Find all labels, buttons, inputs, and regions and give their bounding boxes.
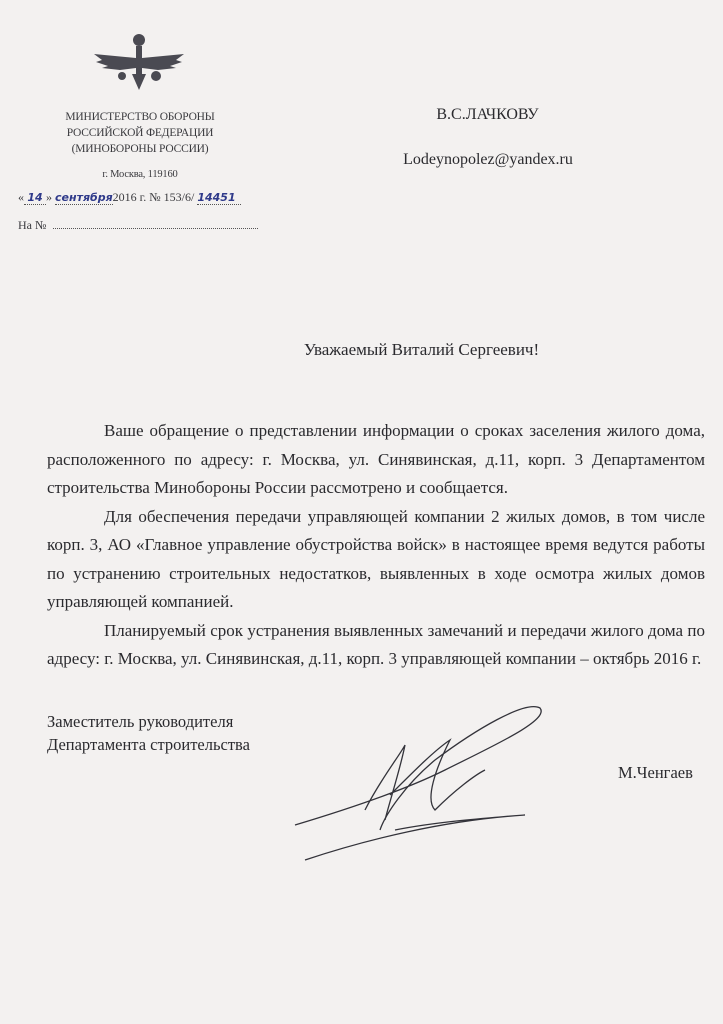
date-line: « 14 » сентября2016 г. № 153/6/ 14451 [18,190,241,205]
ministry-name [20,109,260,157]
date-day: 14 [24,191,46,205]
ref-label: На № [18,218,47,232]
reg-number: 14451 [197,191,241,205]
ministry-line: МИНИСТЕРСТВО ОБОРОНЫ [65,111,215,123]
signature-icon [285,700,565,865]
letter-body [47,417,705,674]
ministry-line: РОССИЙСКОЙ ФЕДЕРАЦИИ [66,127,214,139]
date-month: сентября [55,191,113,204]
paragraph: Ваше обращение о представлении информации о сроках заселения жилого дома, расположенного по адресу: г. Москва, ул. Синявинская, д.11, корп. 3 Департаментом строительства Минобороны России рассмотрено и сообщается. [47,421,705,497]
ref-blank [53,228,258,229]
signatory-title-line: Заместитель руководителя [47,712,234,731]
paragraph: Планируемый срок устранения выявленных замечаний и передачи жилого дома по адресу: г. Москва, ул. Синявинская, д.11, корп. 3 управляющей компании – октябрь 2016 г. [47,620,705,668]
paragraph: Для обеспечения передачи управляющей компании 2 жилых домов, в том числе корп. 3, АО «Главное управление обустройства войск» в настоящее время ведутся работы по устранению строительных недостатков, выявленных в ходе осмотра жилых домов управляющей компанией. [47,506,705,611]
ref-line [18,218,258,233]
signatory-title-line: Департамента строительства [47,735,250,754]
recipient-email: Lodeynopolez@yandex.ru [403,151,573,168]
emblem-icon [92,30,186,92]
signatory-title [47,710,250,756]
city-address: г. Москва, 119160 [102,169,178,180]
greeting: Уважаемый Виталий Сергеевич! [303,340,540,359]
signatory-name: М.Ченгаев [618,763,693,782]
date-rest: 2016 г. № 153/6/ [112,190,195,204]
recipient-name: В.С.ЛАЧКОВУ [436,106,539,123]
ministry-line: (МИНОБОРОНЫ РОССИИ) [71,143,209,155]
